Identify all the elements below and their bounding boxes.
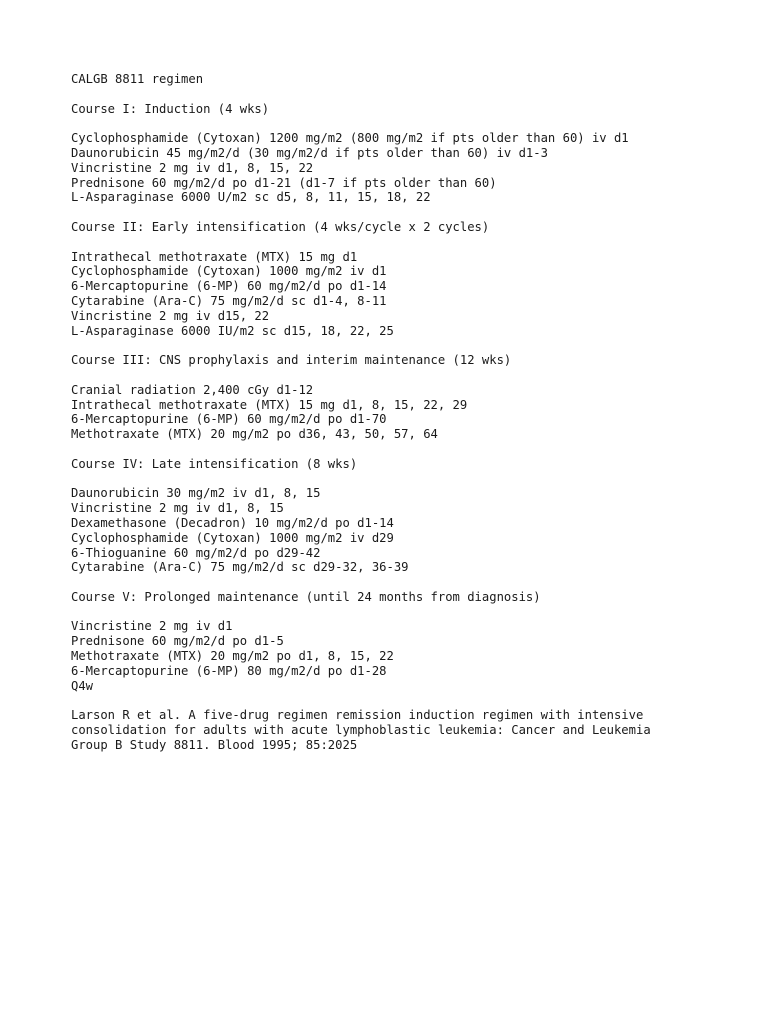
drug-line: Daunorubicin 30 mg/m2 iv d1, 8, 15: [71, 486, 321, 501]
course-heading: Course II: Early intensification (4 wks/cycle x 2 cycles): [71, 219, 490, 234]
spacer: [71, 368, 751, 383]
drug-line: Cytarabine (Ara-C) 75 mg/m2/d sc d29-32, 36-39: [71, 560, 409, 575]
drug-line: 6-Mercaptopurine (6-MP) 60 mg/m2/d po d1-70: [71, 412, 387, 427]
document-title: CALGB 8811 regimen: [71, 72, 204, 86]
course-heading: Course I: Induction (4 wks): [71, 101, 270, 116]
spacer: [71, 693, 751, 708]
spacer: [71, 338, 751, 353]
spacer: [71, 605, 751, 620]
drug-line: Cytarabine (Ara-C) 75 mg/m2/d sc d1-4, 8-11: [71, 293, 387, 308]
drug-line: Methotraxate (MTX) 20 mg/m2 po d1, 8, 15, 22: [71, 649, 394, 664]
course-heading: Course III: CNS prophylaxis and interim maintenance (12 wks): [71, 353, 512, 368]
drug-line: Dexamethasone (Decadron) 10 mg/m2/d po d1-14: [71, 515, 394, 530]
spacer: [71, 116, 751, 131]
drug-line: Intrathecal methotraxate (MTX) 15 mg d1: [71, 249, 358, 264]
spacer: [71, 235, 751, 250]
drug-line: Prednisone 60 mg/m2/d po d1-21 (d1-7 if pts older than 60): [71, 175, 497, 190]
course-heading: Course IV: Late intensification (8 wks): [71, 456, 358, 471]
reference-line: Larson R et al. A five-drug regimen remission induction regimen with intensive: [71, 708, 644, 723]
reference-line: consolidation for adults with acute lymphoblastic leukemia: Cancer and Leukemia: [71, 723, 651, 738]
drug-line: Cyclophosphamide (Cytoxan) 1000 mg/m2 iv d1: [71, 264, 387, 279]
drug-line: L-Asparaginase 6000 IU/m2 sc d15, 18, 22, 25: [71, 323, 394, 338]
drug-line: Vincristine 2 mg iv d1, 8, 15, 22: [71, 160, 314, 175]
drug-line: Q4w: [71, 678, 94, 693]
drug-line: Cranial radiation 2,400 cGy d1-12: [71, 382, 314, 397]
drug-line: Prednisone 60 mg/m2/d po d1-5: [71, 634, 284, 649]
drug-line: L-Asparaginase 6000 U/m2 sc d5, 8, 11, 15, 18, 22: [71, 190, 431, 205]
drug-line: Vincristine 2 mg iv d15, 22: [71, 308, 270, 323]
drug-line: 6-Mercaptopurine (6-MP) 80 mg/m2/d po d1-28: [71, 663, 387, 678]
spacer: [71, 472, 751, 487]
drug-line: 6-Mercaptopurine (6-MP) 60 mg/m2/d po d1-14: [71, 279, 387, 294]
drug-line: Cyclophosphamide (Cytoxan) 1000 mg/m2 iv d29: [71, 530, 394, 545]
drug-line: Daunorubicin 45 mg/m2/d (30 mg/m2/d if pts older than 60) iv d1-3: [71, 145, 548, 160]
spacer: [71, 87, 751, 102]
reference-line: Group B Study 8811. Blood 1995; 85:2025: [71, 737, 358, 752]
drug-line: Methotraxate (MTX) 20 mg/m2 po d36, 43, 50, 57, 64: [71, 427, 438, 442]
drug-line: Intrathecal methotraxate (MTX) 15 mg d1, 8, 15, 22, 29: [71, 397, 468, 412]
course-heading: Course V: Prolonged maintenance (until 24 months from diagnosis): [71, 589, 541, 604]
spacer: [71, 205, 751, 220]
spacer: [71, 575, 751, 590]
spacer: [71, 442, 751, 457]
drug-line: 6-Thioguanine 60 mg/m2/d po d29-42: [71, 545, 321, 560]
document-body: [71, 72, 751, 753]
drug-line: Cyclophosphamide (Cytoxan) 1200 mg/m2 (800 mg/m2 if pts older than 60) iv d1: [71, 131, 629, 146]
drug-line: Vincristine 2 mg iv d1: [71, 619, 233, 634]
drug-line: Vincristine 2 mg iv d1, 8, 15: [71, 501, 284, 516]
